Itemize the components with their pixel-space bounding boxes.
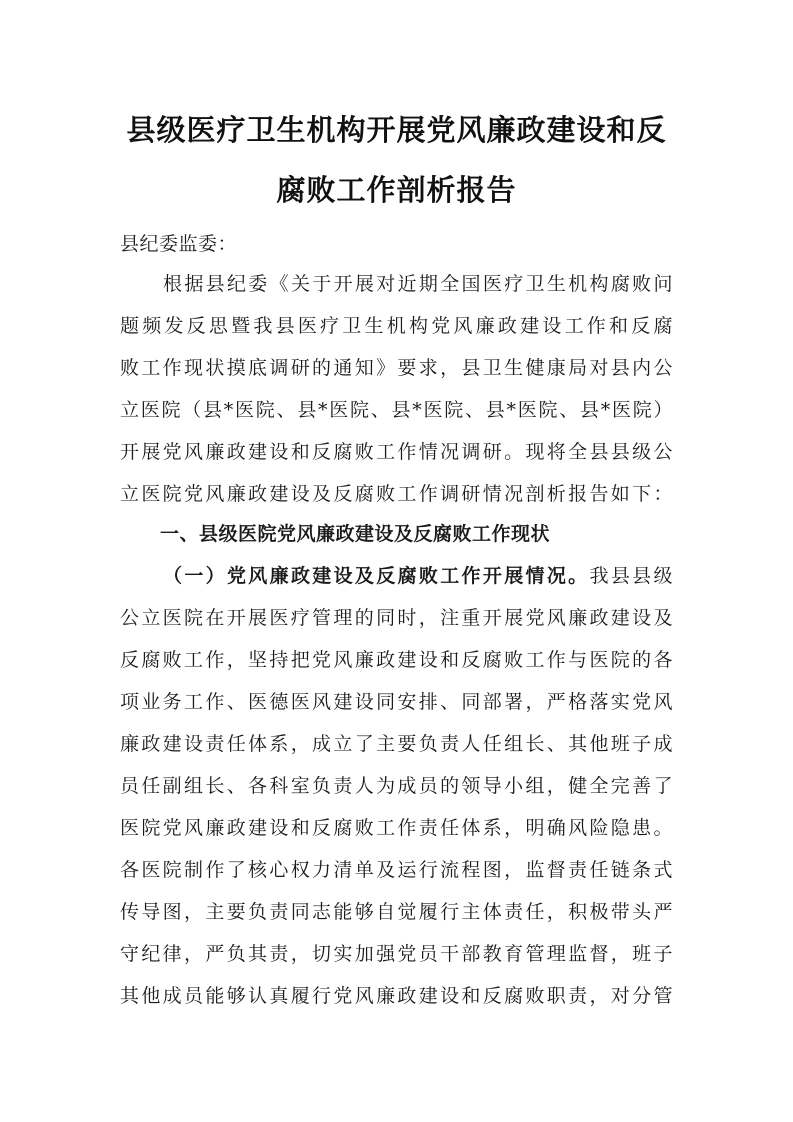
body-line: 医院党风廉政建设和反腐败工作责任体系，明确风险隐患。: [120, 817, 673, 839]
body-line: 传导图，主要负责同志能够自觉履行主体责任，积极带头严: [120, 901, 673, 923]
document-title-line-2: 腐败工作剖析报告: [276, 173, 517, 207]
subsection-lead-text: 我县县级: [589, 565, 673, 587]
body-line: 项业务工作、医德医风建设同安排、同部署，严格落实党风: [120, 691, 673, 713]
subsection-lead-line: [163, 564, 673, 588]
body-line: 反腐败工作，坚持把党风廉政建设和反腐败工作与医院的各: [120, 649, 673, 671]
body-line: 各医院制作了核心权力清单及运行流程图，监督责任链条式: [120, 859, 673, 881]
intro-line: 根据县纪委《关于开展对近期全国医疗卫生机构腐败问: [163, 273, 673, 295]
document-title-line-1: 县级医疗卫生机构开展党风廉政建设和反: [126, 113, 667, 147]
intro-line: 败工作现状摸底调研的通知》要求，县卫生健康局对县内公: [120, 357, 673, 379]
body-line: 员任副组长、各科室负责人为成员的领导小组，健全完善了: [120, 775, 673, 797]
section-heading-1: 一、县级医院党风廉政建设及反腐败工作现状: [160, 523, 551, 545]
intro-line: 立医院党风廉政建设及反腐败工作调研情况剖析报告如下：: [120, 483, 673, 505]
body-line: 廉政建设责任体系，成立了主要负责人任组长、其他班子成: [120, 733, 673, 755]
intro-line: 开展党风廉政建设和反腐败工作情况调研。现将全县县级公: [120, 441, 673, 463]
body-line: 公立医院在开展医疗管理的同时，注重开展党风廉政建设及: [120, 607, 673, 629]
intro-line: 题频发反思暨我县医疗卫生机构党风廉政建设工作和反腐: [120, 315, 673, 337]
salutation: 县纪委监委：: [120, 233, 238, 255]
subsection-heading: （一）党风廉政建设及反腐败工作开展情况。: [163, 565, 590, 587]
body-line: 守纪律，严负其责，切实加强党员干部教育管理监督，班子: [120, 943, 673, 965]
intro-line: 立医院（县*医院、县*医院、县*医院、县*医院、县*医院）: [120, 399, 673, 421]
body-line: 其他成员能够认真履行党风廉政建设和反腐败职责，对分管: [120, 985, 673, 1007]
